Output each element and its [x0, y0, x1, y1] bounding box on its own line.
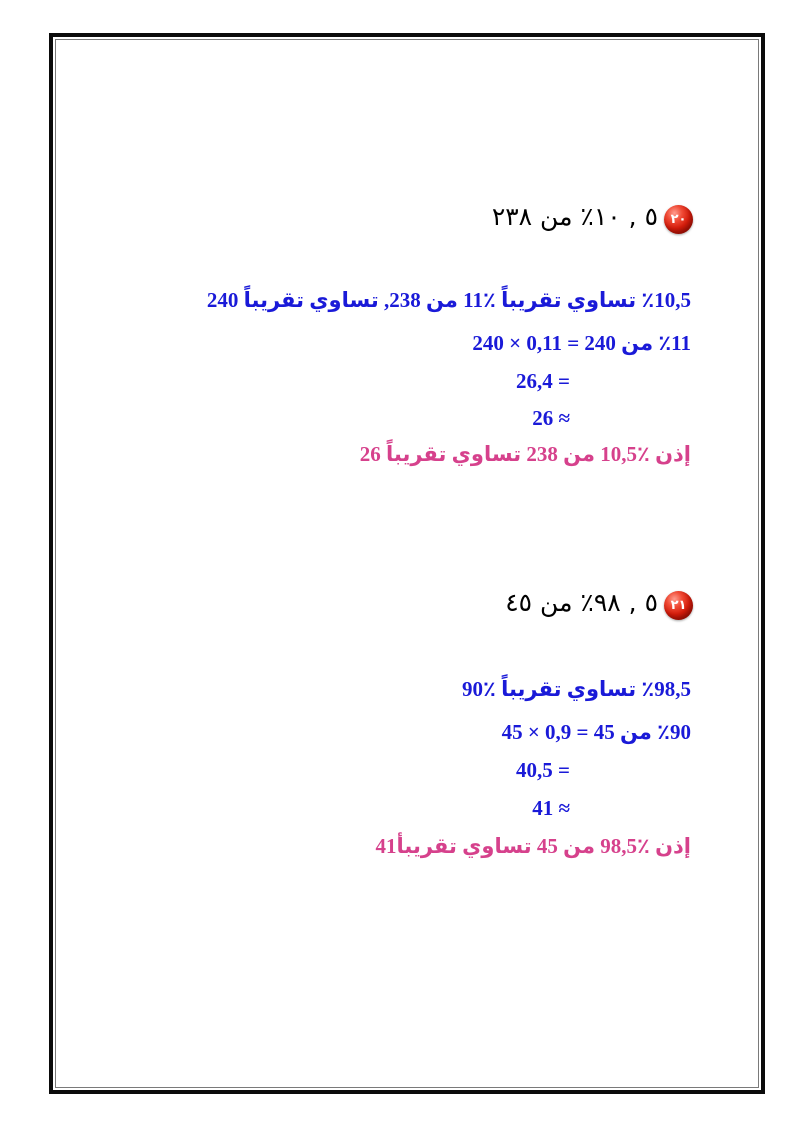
problem-number-label: ٢١: [670, 598, 687, 613]
solution-line: ≈ 26: [532, 406, 570, 430]
conclusion-line: إذن ٪10,5 من 238 تساوي تقريباً 26: [359, 442, 691, 466]
solution-line: = 26,4: [516, 369, 570, 393]
solution-line: ≈ 41: [532, 796, 570, 820]
solution-line: ٪90 من 45 = 0,9 × 45: [501, 720, 691, 744]
problem-title: ٥ , ٩٨٪ من ٤٥: [505, 588, 658, 617]
problem-number-badge: [664, 591, 693, 620]
solution-line: = 40,5: [516, 758, 570, 782]
conclusion-line: إذن ٪98,5 من 45 تساوي تقريبأ41: [375, 834, 691, 858]
solution-line: ٪11 من 240 = 0,11 × 240: [472, 331, 691, 355]
page-border-frame: [49, 33, 765, 1094]
solution-line: ٪10,5 تساوي تقريباً ٪11 من 238, تساوي تقريباً 240: [206, 288, 691, 312]
problem-title: ٥ , ١٠٪ من ٢٣٨: [491, 202, 658, 231]
problem-number-label: ٢٠: [670, 212, 687, 227]
page-border-inner-line: [55, 39, 759, 1088]
problem-number-badge: [664, 205, 693, 234]
solution-line: ٪98,5 تساوي تقريباً ٪90: [462, 677, 691, 701]
